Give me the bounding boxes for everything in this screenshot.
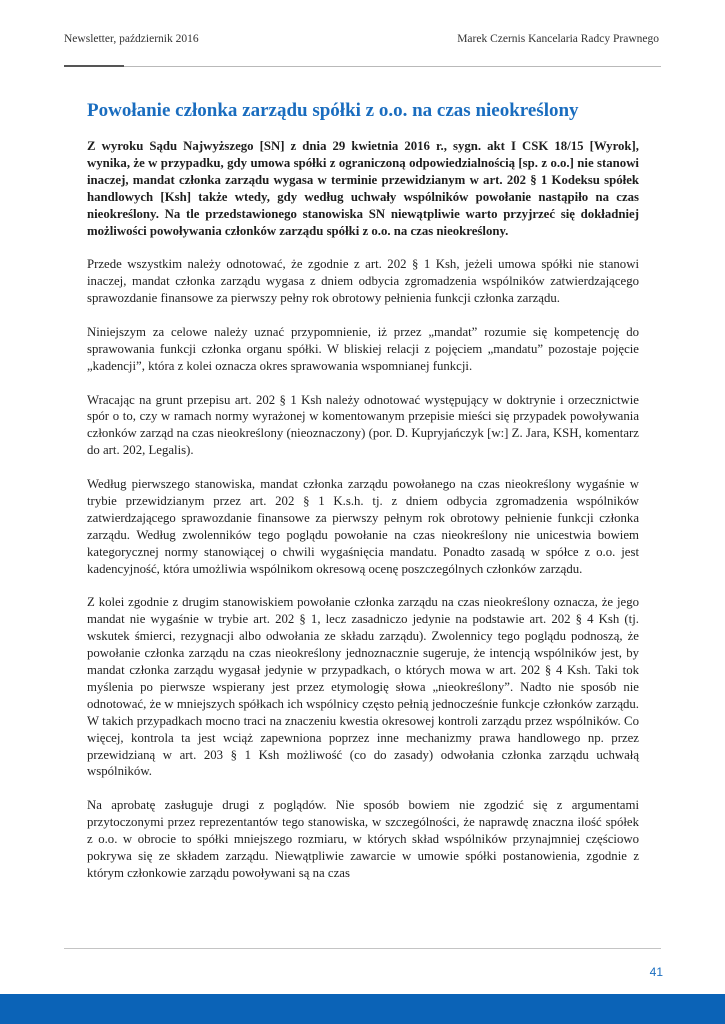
header-firm-name: Marek Czernis Kancelaria Radcy Prawnego (457, 33, 659, 45)
article-paragraph: Wracając na grunt przepisu art. 202 § 1 Ksh należy odnotować występujący w doktrynie i orzecznictwie spór o to, czy w ramach normy wyrażonej w komentowanym przepisie mieści się przypadek powoływania członków zarząd na czas nieokreślony (nieoznaczony) (por. D. Kupryjańczyk [w:] Z. Jara, KSH, komentarz do art. 202, Legalis). (87, 392, 639, 458)
article-body (87, 138, 639, 899)
footer-accent-bar (0, 994, 725, 1024)
article-paragraph: Na aprobatę zasługuje drugi z poglądów. Nie sposób bowiem nie zgodzić się z argumentami przytoczonymi przez reprezentantów tego stanowiska, w szczególności, że naprawdę znaczna ilość spółek z o.o. w obrocie to spółki mniejszego rozmiaru, w których skład wspólników przynajmniej częściowo pokrywa się ze składem zarządu. Niewątpliwie zawarcie w umowie spółki postanowienia, zgodnie z którym członkowie zarządu powoływani są na czas (87, 798, 639, 880)
header-divider-accent (64, 65, 124, 67)
article-paragraph: Niniejszym za celowe należy uznać przypomnienie, iż przez „mandat” rozumie się kompetencję do sprawowania funkcji członka organu spółki. W bliskiej relacji z pojęciem „mandatu” pozostaje pojęcie „kadencji”, która z kolei oznacza okres sprawowania wspomnianej funkcji. (87, 324, 639, 373)
page-number: 41 (649, 965, 663, 979)
article-paragraph: Według pierwszego stanowiska, mandat członka zarządu powołanego na czas nieokreślony wygaśnie w trybie przewidzianym przez art. 202 § 1 K.s.h. tj. z dniem odbycia zgromadzenia wspólników zatwierdzającego sprawozdanie finansowe za pierwszy pełnym rok obrotowy pełnienie funkcji członka zarządu. Według zwolenników tego poglądu powołanie na czas nieokreślony nie unicestwia bowiem kategorycznej normy stanowiącej o chwili wygaśnięcia mandatu. Ponadto zasadą w spółce z o.o. jest kadencyjność, która umożliwia wspólnikom okresową ocenę poszczególnych członków zarządu. (87, 477, 639, 576)
article-lead: Z wyroku Sądu Najwyższego [SN] z dnia 29 kwietnia 2016 r., sygn. akt I CSK 18/15 [Wyrok], wynika, że w przypadku, gdy umowa spółki z ograniczoną odpowiedzialnością [sp. z o.o.] nie stanowi inaczej, mandat członka zarządu wygasa w terminie przewidzianym w art. 202 § 1 Kodeksu spółek handlowych [Ksh] także wtedy, gdy według uchwały wspólników powołanie nastąpiło na czas nieokreślony. Na tle przedstawionego stanowiska SN niewątpliwie warto przyjrzeć się dokładniej możliwości powoływania członków zarządu spółki z o.o. na czas nieokreślony. (87, 139, 639, 238)
article-paragraph: Przede wszystkim należy odnotować, że zgodnie z art. 202 § 1 Ksh, jeżeli umowa spółki nie stanowi inaczej, mandat członka zarządu wygasa z dniem odbycia zgromadzenia wspólników zatwierdzającego sprawozdanie finansowe za pierwszy pełny rok obrotowy pełnienia funkcji członka zarządu. (87, 257, 639, 306)
article-paragraph: Z kolei zgodnie z drugim stanowiskiem powołanie członka zarządu na czas nieokreślony oznacza, że jego mandat nie wygaśnie w trybie art. 202 § 1, lecz zasadniczo jedynie na podstawie art. 202 § 4 Ksh (tj. wskutek śmierci, rezygnacji albo odwołania ze składu zarządu). Zwolennicy tego poglądu podnoszą, że powołanie członka zarządu na czas nieokreślony jednoznacznie sugeruje, że intencją wspólników jest, by mandat członka zarządu wygasał jedynie w przypadkach, o których mowa w art. 202 § 4 Ksh. Taki tok myślenia po pierwsze wspierany jest przez etymologię słowa „nieokreślony”. Nadto nie sposób nie odnotować, że w mniejszych spółkach ich wspólnicy często pełnią jednocześnie funkcje członków zarządu. W takich przypadkach mocno traci na znaczeniu kwestia okresowej kontroli zarządu przez wspólników. Co więcej, kontrola ta jest wciąż zapewniona poprzez inne mechanizmy prawa handlowego np. przez przewidzianą w art. 203 § 1 Ksh możliwość (co do zasady) odwołania członka zarządu uchwałą wspólników. (87, 595, 639, 779)
article-title: Powołanie członka zarządu spółki z o.o. na czas nieokreślony (87, 100, 579, 121)
header-newsletter-date: Newsletter, październik 2016 (64, 33, 199, 45)
footer-divider (64, 948, 661, 949)
header-divider (64, 66, 661, 67)
